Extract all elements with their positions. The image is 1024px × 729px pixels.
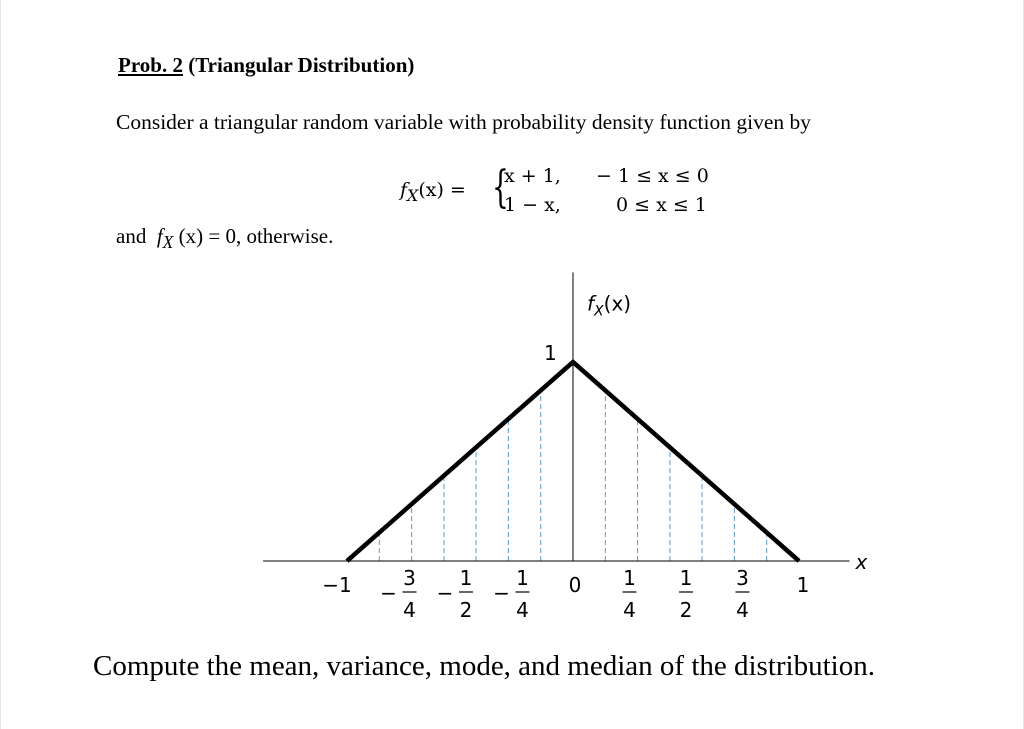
case2-condition: 0 ≤ x ≤ 1 [616,194,707,216]
tick-sign: − [436,581,454,605]
question-text: Compute the mean, variance, mode, and median of the distribution. [93,650,875,682]
tick-denominator: 2 [459,598,473,622]
tick-denominator: 4 [403,598,416,622]
tick-fraction [623,566,637,622]
tick-numerator: 1 [679,566,693,590]
tick-label: 0 [568,573,582,597]
otherwise-text: and $f_X$ (x) = 0, otherwise. [116,224,334,253]
tick-label: −1 [322,573,352,597]
case1-expression: x + 1, [504,165,561,187]
tick-numerator: 3 [736,566,749,590]
tick-sign: − [493,581,510,605]
case2-expression: 1 − x, [504,194,561,216]
x-axis-label: x [855,550,868,574]
intro-text: Consider a triangular random variable with probability density function given by [116,110,812,134]
tick-numerator: 3 [403,566,416,590]
tick-label: 1 [796,573,810,597]
tick-denominator: 4 [623,598,636,622]
y-axis-label: $f_X(x)$ [587,291,632,320]
peak-label: 1 [544,341,557,365]
tick-sign: − [380,581,397,605]
tick-fraction [437,566,473,622]
equation-lhs: $f_X(x)$ = [400,179,466,205]
tick-fraction [493,566,529,622]
tick-denominator: 4 [736,598,749,622]
tick-denominator: 2 [679,598,693,622]
problem-number: Prob. 2 [118,53,183,77]
tick-numerator: 1 [516,566,529,590]
tick-numerator: 1 [459,566,473,590]
case1-condition: − 1 ≤ x ≤ 0 [596,165,709,187]
equation-brace: { [492,162,509,213]
problem-title: (Triangular Distribution) [188,53,415,77]
tick-fraction [679,566,693,622]
tick-denominator: 4 [516,598,529,622]
tick-numerator: 1 [623,566,636,590]
tick-fraction [380,566,416,622]
tick-fraction [736,566,750,622]
